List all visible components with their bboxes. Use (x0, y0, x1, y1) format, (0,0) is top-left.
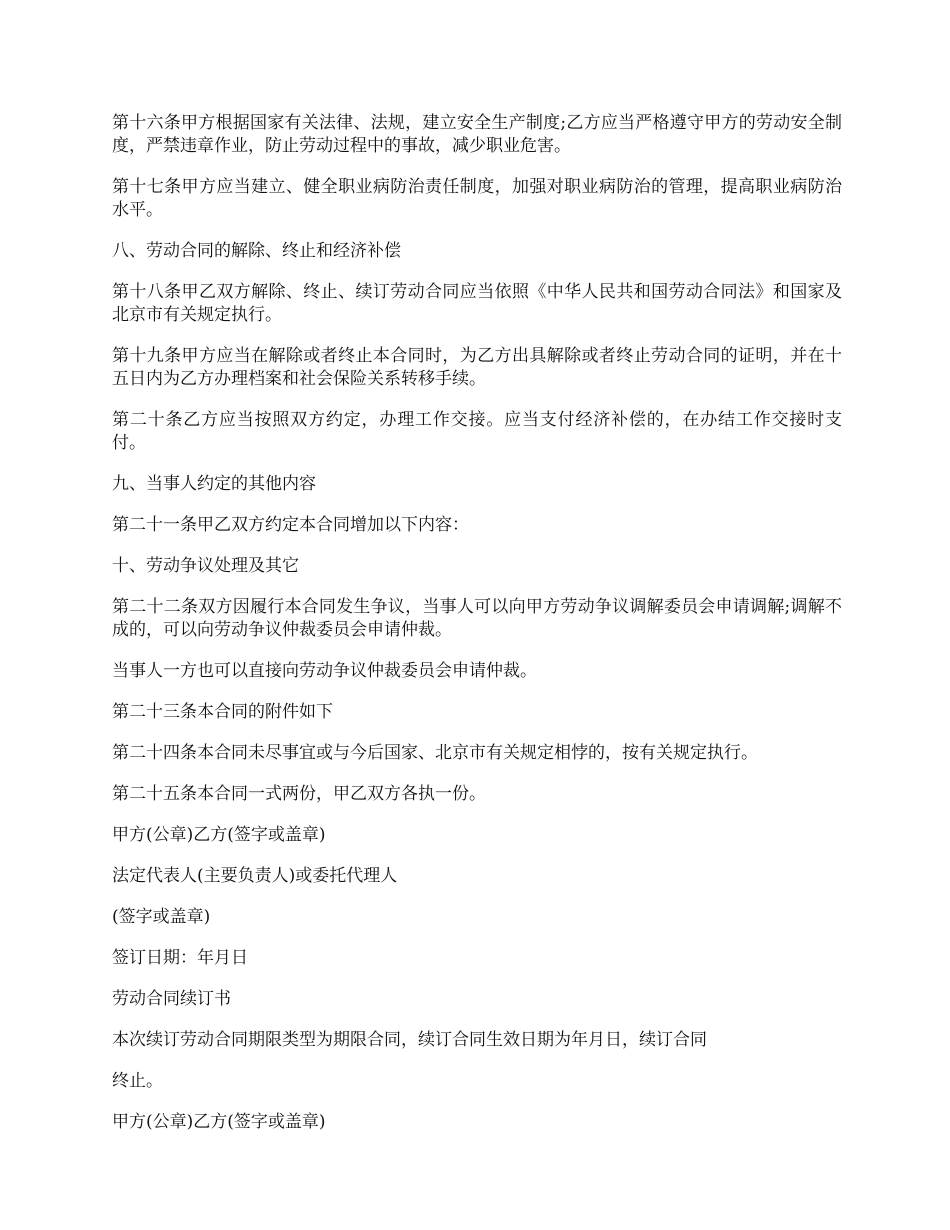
signing-date-line: 签订日期：年月日 (112, 948, 248, 968)
signature-or-seal-line: (签字或盖章) (112, 907, 211, 927)
renewal-signature-party-line: 甲方(公章)乙方(签字或盖章) (112, 1112, 326, 1132)
article-25: 第二十五条本合同一式两份，甲乙双方各执一份。 (112, 784, 486, 804)
article-23: 第二十三条本合同的附件如下 (112, 702, 333, 722)
article-21: 第二十一条甲乙双方约定本合同增加以下内容： (112, 515, 469, 535)
article-20: 第二十条乙方应当按照双方约定，办理工作交接。应当支付经济补偿的，在办结工作交接时支付。 (112, 410, 842, 453)
section-heading-8: 八、劳动合同的解除、终止和经济补偿 (112, 241, 401, 261)
renewal-title: 劳动合同续订书 (112, 989, 231, 1009)
article-16: 第十六条甲方根据国家有关法律、法规，建立安全生产制度;乙方应当严格遵守甲方的劳动安全制度，严禁违章作业，防止劳动过程中的事故，减少职业危害。 (112, 113, 842, 156)
article-24: 第二十四条本合同未尽事宜或与今后国家、北京市有关规定相悖的，按有关规定执行。 (112, 743, 758, 763)
signature-party-line: 甲方(公章)乙方(签字或盖章) (112, 825, 326, 845)
article-22-continued: 当事人一方也可以直接向劳动争议仲裁委员会申请仲裁。 (112, 661, 537, 681)
renewal-term-line: 本次续订劳动合同期限类型为期限合同，续订合同生效日期为年月日，续订合同 (112, 1030, 707, 1050)
article-18: 第十八条甲乙双方解除、终止、续订劳动合同应当依照《中华人民共和国劳动合同法》和国家及北京市有关规定执行。 (112, 282, 842, 325)
article-22: 第二十二条双方因履行本合同发生争议，当事人可以向甲方劳动争议调解委员会申请调解;调解不成的，可以向劳动争议仲裁委员会申请仲裁。 (112, 597, 842, 640)
legal-representative-line: 法定代表人(主要负责人)或委托代理人 (112, 866, 398, 886)
article-19: 第十九条甲方应当在解除或者终止本合同时，为乙方出具解除或者终止劳动合同的证明，并在十五日内为乙方办理档案和社会保险关系转移手续。 (112, 346, 842, 389)
section-heading-9: 九、当事人约定的其他内容 (112, 474, 316, 494)
article-17: 第十七条甲方应当建立、健全职业病防治责任制度，加强对职业病防治的管理，提高职业病防治水平。 (112, 177, 842, 220)
section-heading-10: 十、劳动争议处理及其它 (112, 556, 299, 576)
document-body (112, 112, 842, 1152)
renewal-termination-line: 终止。 (112, 1071, 163, 1091)
